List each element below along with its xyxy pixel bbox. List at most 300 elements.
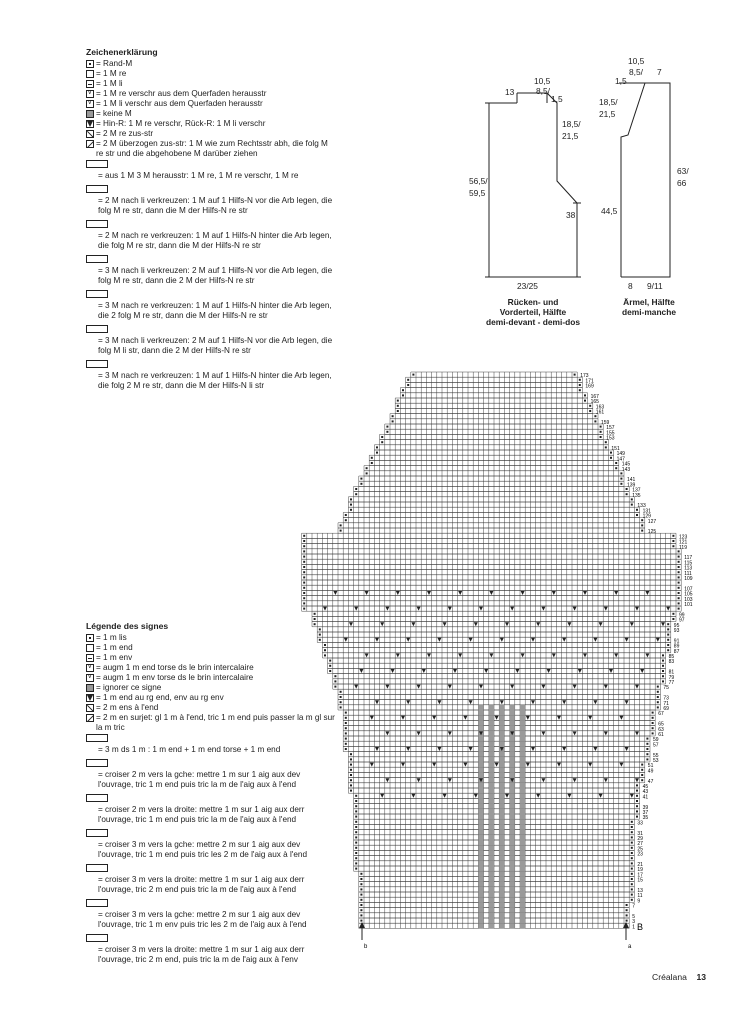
chart-edge-stitch (631, 836, 633, 838)
chart-twisted-stitch (396, 591, 400, 595)
chart-no-stitch-cell (510, 741, 515, 746)
chart-no-stitch-cell (478, 840, 483, 845)
legend-fr-item-text: = ignorer ce signe (96, 683, 162, 692)
legend-de-item-text: = 3 M nach li verkreuzen: 2 M auf 1 Hilfs-N vor die Arb legen, die folg M li str, dann die 2 M der Hilfs-N re str (98, 336, 333, 355)
chart-twisted-stitch (469, 700, 473, 704)
page-number: 13 (696, 972, 706, 982)
chart-no-stitch-cell (510, 788, 515, 793)
chart-no-stitch-cell (499, 710, 504, 715)
chart-no-stitch-cell (499, 913, 504, 918)
chart-no-stitch-cell (510, 798, 515, 803)
chart-no-stitch-cell (499, 861, 504, 866)
chart-twisted-stitch (469, 638, 473, 642)
chart-no-stitch-cell (489, 918, 494, 923)
chart-edge-stitch (360, 883, 362, 885)
chart-row-number: 127 (647, 518, 657, 525)
chart-no-stitch-cell (520, 819, 525, 824)
chart-twisted-stitch (531, 638, 535, 642)
chart-edge-stitch (371, 457, 373, 459)
chart-edge-stitch (345, 732, 347, 734)
chart-edge-stitch (355, 831, 357, 833)
chart-no-stitch-cell (510, 804, 515, 809)
chart-no-stitch-cell (478, 793, 483, 798)
chart-edge-stitch (579, 384, 581, 386)
body-m-8-5: 8,5/ (536, 86, 550, 96)
chart-twisted-stitch (411, 622, 415, 626)
chart-row-number: 83 (668, 659, 675, 666)
chart-twisted-stitch (645, 591, 649, 595)
chart-edge-stitch (303, 587, 305, 589)
chart-no-stitch-cell (520, 897, 525, 902)
chart-edge-stitch (652, 722, 654, 724)
chart-edge-stitch (345, 712, 347, 714)
chart-no-stitch-cell (520, 804, 525, 809)
chart-no-stitch-cell (499, 835, 504, 840)
chart-edge-stitch (360, 888, 362, 890)
chart-twisted-stitch (406, 700, 410, 704)
chart-no-stitch-cell (510, 752, 515, 757)
chart-row-number: 147 (616, 456, 625, 463)
chart-twisted-stitch (479, 685, 483, 689)
chart-no-stitch-cell (478, 913, 483, 918)
chart-edge-stitch (646, 738, 648, 740)
chart-edge-stitch (662, 670, 664, 672)
chart-edge-stitch (646, 753, 648, 755)
chart-twisted-stitch (521, 591, 525, 595)
chart-twisted-stitch (458, 591, 462, 595)
chart-no-stitch-cell (520, 876, 525, 881)
chart-twisted-stitch (583, 653, 587, 657)
chart-edge-stitch (360, 894, 362, 896)
chart-no-stitch-cell (489, 788, 494, 793)
chart-edge-stitch (303, 597, 305, 599)
chart-no-stitch-cell (489, 710, 494, 715)
chart-twisted-stitch (349, 622, 353, 626)
chart-no-stitch-cell (478, 866, 483, 871)
chart-twisted-stitch (578, 669, 582, 673)
chart-no-stitch-cell (520, 710, 525, 715)
chart-twisted-stitch (417, 607, 421, 611)
chart-edge-stitch (678, 571, 680, 573)
chart-no-stitch-cell (489, 913, 494, 918)
chart-no-stitch-cell (499, 897, 504, 902)
chart-no-stitch-cell (510, 892, 515, 897)
chart-twisted-stitch (474, 622, 478, 626)
body-caption-2: Vorderteil, Hälfte (499, 307, 567, 317)
chart-twisted-stitch (635, 685, 639, 689)
chart-edge-stitch (631, 821, 633, 823)
chart-twisted-stitch (448, 731, 452, 735)
chart-edge-stitch (319, 639, 321, 641)
chart-no-stitch-cell (489, 778, 494, 783)
legend-de-item-text: = 1 M re verschr aus dem Querfaden herausstr (96, 89, 267, 98)
chart-twisted-stitch (593, 638, 597, 642)
chart-no-stitch-cell (520, 835, 525, 840)
chart-twisted-stitch (666, 607, 670, 611)
chart-no-stitch-cell (499, 856, 504, 861)
chart-no-stitch-cell (478, 871, 483, 876)
chart-no-stitch-cell (489, 830, 494, 835)
chart-edge-stitch (355, 810, 357, 812)
chart-no-stitch-cell (489, 809, 494, 814)
chart-edge-stitch (631, 842, 633, 844)
chart-no-stitch-cell (489, 892, 494, 897)
chart-row-number: 123 (679, 534, 688, 541)
chart-edge-stitch (366, 472, 368, 474)
chart-no-stitch-cell (489, 736, 494, 741)
chart-twisted-stitch (495, 763, 499, 767)
chart-twisted-stitch (380, 622, 384, 626)
chart-edge-stitch (340, 524, 342, 526)
chart-edge-stitch (667, 649, 669, 651)
chart-edge-stitch (360, 478, 362, 480)
chart-edge-stitch (360, 920, 362, 922)
chart-edge-stitch (350, 784, 352, 786)
chart-twisted-stitch (573, 731, 577, 735)
chart-row-number: 125 (647, 529, 657, 536)
chart-no-stitch-cell (489, 741, 494, 746)
chart-no-stitch-cell (478, 798, 483, 803)
chart-no-stitch-cell (489, 804, 494, 809)
chart-no-stitch-cell (489, 762, 494, 767)
page-footer (652, 972, 706, 982)
chart-row-number: 167 (590, 394, 599, 400)
chart-edge-stitch (303, 608, 305, 610)
chart-no-stitch-cell (510, 897, 515, 902)
chart-row-number: 61 (658, 732, 664, 738)
chart-no-stitch-cell (478, 835, 483, 840)
chart-no-stitch-cell (499, 736, 504, 741)
chart-row-number: 75 (663, 685, 669, 692)
chart-no-stitch-cell (499, 902, 504, 907)
chart-no-stitch-cell (478, 720, 483, 725)
chart-no-stitch-cell (499, 845, 504, 850)
chart-edge-stitch (626, 914, 628, 916)
chart-edge-stitch (303, 545, 305, 547)
chart-twisted-stitch (635, 778, 639, 782)
chart-row-number: 165 (590, 399, 599, 406)
chart-twisted-stitch (448, 607, 452, 611)
chart-no-stitch-cell (510, 876, 515, 881)
chart-edge-stitch (392, 415, 394, 417)
chart-twisted-stitch (630, 794, 634, 798)
chart-twisted-stitch (562, 747, 566, 751)
chart-no-stitch-cell (520, 705, 525, 710)
chart-twisted-stitch (593, 747, 597, 751)
chart-no-stitch-cell (489, 902, 494, 907)
chart-edge-stitch (600, 436, 602, 438)
sleeve-m-10-5: 10,5 (628, 56, 645, 66)
chart-no-stitch-cell (478, 726, 483, 731)
chart-edge-stitch (355, 826, 357, 828)
chart-row-number: 173 (580, 373, 589, 380)
chart-no-stitch-cell (510, 705, 515, 710)
chart-edge-stitch (620, 483, 622, 485)
chart-edge-stitch (620, 478, 622, 480)
chart-no-stitch-cell (489, 876, 494, 881)
chart-no-stitch-cell (489, 715, 494, 720)
chart-edge-stitch (350, 509, 352, 511)
chart-twisted-stitch (500, 638, 504, 642)
chart-no-stitch-cell (499, 892, 504, 897)
chart-twisted-stitch (443, 794, 447, 798)
chart-twisted-stitch (489, 653, 493, 657)
chart-no-stitch-cell (478, 861, 483, 866)
chart-no-stitch-cell (510, 736, 515, 741)
sleeve-m-1-5: 1,5 (615, 76, 627, 86)
chart-row-number: 81 (668, 669, 675, 676)
chart-edge-stitch (631, 888, 633, 890)
chart-row-number: 77 (668, 680, 675, 686)
chart-row-number: 73 (663, 695, 669, 702)
chart-row-number: 91 (673, 638, 680, 645)
chart-row-number: 25 (637, 846, 643, 853)
chart-edge-stitch (407, 384, 409, 386)
chart-edge-stitch (641, 524, 643, 526)
chart-no-stitch-cell (489, 772, 494, 777)
chart-no-stitch-cell (478, 887, 483, 892)
chart-edge-stitch (329, 660, 331, 662)
chart-twisted-stitch (625, 700, 629, 704)
chart-no-stitch-cell (520, 778, 525, 783)
chart-edge-stitch (615, 467, 617, 469)
chart-edge-stitch (355, 847, 357, 849)
chart-edge-stitch (631, 868, 633, 870)
chart-twisted-stitch (417, 731, 421, 735)
chart-edge-stitch (610, 457, 612, 459)
chart-twisted-stitch (479, 607, 483, 611)
chart-no-stitch-cell (478, 850, 483, 855)
chart-twisted-stitch (619, 716, 623, 720)
chart-edge-stitch (636, 800, 638, 802)
chart-edge-stitch (594, 420, 596, 422)
chart-edge-stitch (662, 654, 664, 656)
chart-edge-stitch (303, 535, 305, 537)
chart-edge-stitch (319, 628, 321, 630)
chart-no-stitch-cell (499, 705, 504, 710)
legend-de-item-text: = 1 M re (96, 69, 127, 78)
chart-twisted-stitch (604, 685, 608, 689)
chart-no-stitch-cell (489, 923, 494, 928)
chart-twisted-stitch (448, 778, 452, 782)
chart-no-stitch-cell (520, 726, 525, 731)
chart-no-stitch-cell (489, 757, 494, 762)
chart-edge-stitch (355, 857, 357, 859)
chart-edge-stitch (392, 420, 394, 422)
chart-twisted-stitch (432, 763, 436, 767)
chart-no-stitch-cell (520, 715, 525, 720)
chart-no-stitch-cell (520, 788, 525, 793)
chart-edge-stitch (376, 452, 378, 454)
chart-edge-stitch (324, 654, 326, 656)
chart-twisted-stitch (323, 607, 327, 611)
chart-twisted-stitch (417, 685, 421, 689)
chart-twisted-stitch (380, 794, 384, 798)
sleeve-m-44-5: 44,5 (601, 206, 618, 216)
chart-edge-stitch (350, 758, 352, 760)
chart-edge-stitch (340, 691, 342, 693)
chart-edge-stitch (652, 712, 654, 714)
chart-row-number: 87 (673, 648, 680, 655)
chart-twisted-stitch (359, 669, 363, 673)
chart-edge-stitch (355, 868, 357, 870)
chart-edge-stitch (303, 556, 305, 558)
chart-row-number: 63 (658, 726, 664, 733)
chart-edge-stitch (678, 592, 680, 594)
legend-de-item-text: = 2 M re zus-str (96, 129, 154, 138)
chart-twisted-stitch (625, 638, 629, 642)
chart-edge-stitch (303, 566, 305, 568)
chart-twisted-stitch (437, 700, 441, 704)
chart-edge-stitch (303, 561, 305, 563)
chart-no-stitch-cell (478, 923, 483, 928)
chart-no-stitch-cell (489, 882, 494, 887)
legend-de-item-text: = 1 M li (96, 79, 123, 88)
chart-no-stitch-cell (520, 850, 525, 855)
chart-no-stitch-cell (499, 871, 504, 876)
chart-twisted-stitch (541, 778, 545, 782)
chart-row-number: 129 (642, 513, 651, 520)
chart-no-stitch-cell (520, 814, 525, 819)
chart-no-stitch-cell (510, 866, 515, 871)
chart-row-number: 65 (658, 721, 664, 728)
chart-twisted-stitch (385, 607, 389, 611)
chart-row-number: 97 (679, 617, 685, 624)
chart-twisted-stitch (604, 731, 608, 735)
chart-no-stitch-cell (510, 902, 515, 907)
chart-row-number: 151 (611, 446, 620, 452)
chart-no-stitch-cell (489, 835, 494, 840)
chart-no-stitch-cell (499, 798, 504, 803)
chart-edge-stitch (678, 582, 680, 584)
chart-edge-stitch (350, 779, 352, 781)
chart-no-stitch-cell (520, 913, 525, 918)
chart-twisted-stitch (411, 794, 415, 798)
chart-edge-stitch (303, 550, 305, 552)
chart-row-number: 39 (642, 804, 649, 811)
chart-twisted-stitch (614, 591, 618, 595)
chart-edge-stitch (397, 405, 399, 407)
chart-edge-stitch (350, 769, 352, 771)
body-m-18-5: 18,5/ (562, 119, 581, 129)
chart-row-number: 49 (647, 768, 654, 775)
chart-row-number: 23 (637, 851, 643, 858)
sleeve-m-63: 63/ (677, 166, 689, 176)
chart-row-numbers (580, 373, 693, 930)
chart-edge-stitch (355, 805, 357, 807)
chart-edge-stitch (386, 431, 388, 433)
body-m-21-5: 21,5 (562, 131, 579, 141)
chart-no-stitch-cell (489, 726, 494, 731)
chart-twisted-stitch (573, 778, 577, 782)
chart-no-stitch-cell (510, 762, 515, 767)
chart-no-stitch-cell (510, 783, 515, 788)
chart-twisted-stitch (443, 622, 447, 626)
chart-no-stitch-cell (520, 752, 525, 757)
chart-edge-stitch (631, 873, 633, 875)
chart-edge-stitch (678, 556, 680, 558)
chart-twisted-stitch (437, 747, 441, 751)
chart-row-number: 11 (637, 893, 643, 900)
legend-fr-item-text: = 2 m ens à l'end (96, 703, 159, 712)
chart-edge-stitch (355, 852, 357, 854)
chart-no-stitch-cell (520, 731, 525, 736)
legend-de-item-text: = keine M (96, 109, 132, 118)
legend-fr-item-text: = croiser 2 m vers la gche: mettre 1 m sur 1 aig aux dev l'ouvrage, tric 1 m end puis tric la m de l'aig aux à l'end (98, 770, 301, 789)
chart-edge-stitch (652, 732, 654, 734)
chart-twisted-stitch (510, 685, 514, 689)
chart-edge-stitch (314, 618, 316, 620)
chart-edge-stitch (589, 410, 591, 412)
chart-row-number: 37 (642, 810, 649, 816)
chart-twisted-stitch (541, 607, 545, 611)
chart-twisted-stitch (619, 763, 623, 767)
chart-twisted-stitch (510, 607, 514, 611)
chart-edge-stitch (303, 576, 305, 578)
chart-no-stitch-cell (520, 856, 525, 861)
chart-edge-stitch (340, 701, 342, 703)
chart-edge-stitch (652, 727, 654, 729)
chart-no-stitch-cell (499, 850, 504, 855)
chart-no-stitch-cell (489, 866, 494, 871)
chart-no-stitch-cell (510, 715, 515, 720)
chart-twisted-stitch (567, 794, 571, 798)
chart-no-stitch-cell (520, 882, 525, 887)
chart-edge-stitch (657, 696, 659, 698)
chart-row-number: 43 (642, 789, 649, 796)
chart-no-stitch-cell (499, 762, 504, 767)
chart-twisted-stitch (391, 669, 395, 673)
chart-no-stitch-cell (510, 726, 515, 731)
chart-edge-stitch (662, 665, 664, 667)
legend-fr-item-text: = croiser 3 m vers la droite: mettre 1 m sur 1 aig aux derr l'ouvrage, tric 2 m end puis tric la m de l'aig aux à l'end (98, 875, 305, 894)
chart-edge-stitch (345, 519, 347, 521)
chart-edge-stitch (631, 852, 633, 854)
chart-no-stitch-cell (499, 772, 504, 777)
chart-no-stitch-cell (499, 720, 504, 725)
chart-twisted-stitch (375, 747, 379, 751)
chart-no-stitch-cell (478, 830, 483, 835)
chart-no-stitch-cell (489, 720, 494, 725)
chart-no-stitch-cell (499, 778, 504, 783)
chart-twisted-stitch (640, 669, 644, 673)
marker-a: a (628, 944, 632, 950)
chart-no-stitch-cell (489, 819, 494, 824)
chart-no-stitch-cell (499, 804, 504, 809)
chart-no-stitch-cell (499, 793, 504, 798)
chart-edge-stitch (345, 748, 347, 750)
chart-row-number: 29 (637, 836, 643, 842)
chart-edge-stitch (667, 639, 669, 641)
chart-twisted-stitch (385, 731, 389, 735)
chart-twisted-stitch (401, 716, 405, 720)
chart-edge-stitch (672, 540, 674, 542)
chart-edge-stitch (636, 795, 638, 797)
chart-no-stitch-cell (489, 840, 494, 845)
chart-row-number: 85 (668, 654, 675, 660)
chart-edge-stitch (657, 691, 659, 693)
chart-no-stitch-cell (489, 731, 494, 736)
chart-twisted-stitch (635, 731, 639, 735)
chart-twisted-stitch (552, 653, 556, 657)
legend-fr-item-text: = croiser 3 m vers la droite: mettre 1 m sur 1 aig aux derr l'ouvrage, tric 2 m end, puis tric la m de l'aig aux à l'env (98, 945, 305, 964)
chart-no-stitch-cell (510, 908, 515, 913)
chart-row-number: 89 (673, 643, 680, 650)
chart-edge-stitch (667, 634, 669, 636)
chart-row-number: 15 (637, 877, 643, 884)
chart-no-stitch-cell (478, 752, 483, 757)
chart-no-stitch-cell (520, 871, 525, 876)
